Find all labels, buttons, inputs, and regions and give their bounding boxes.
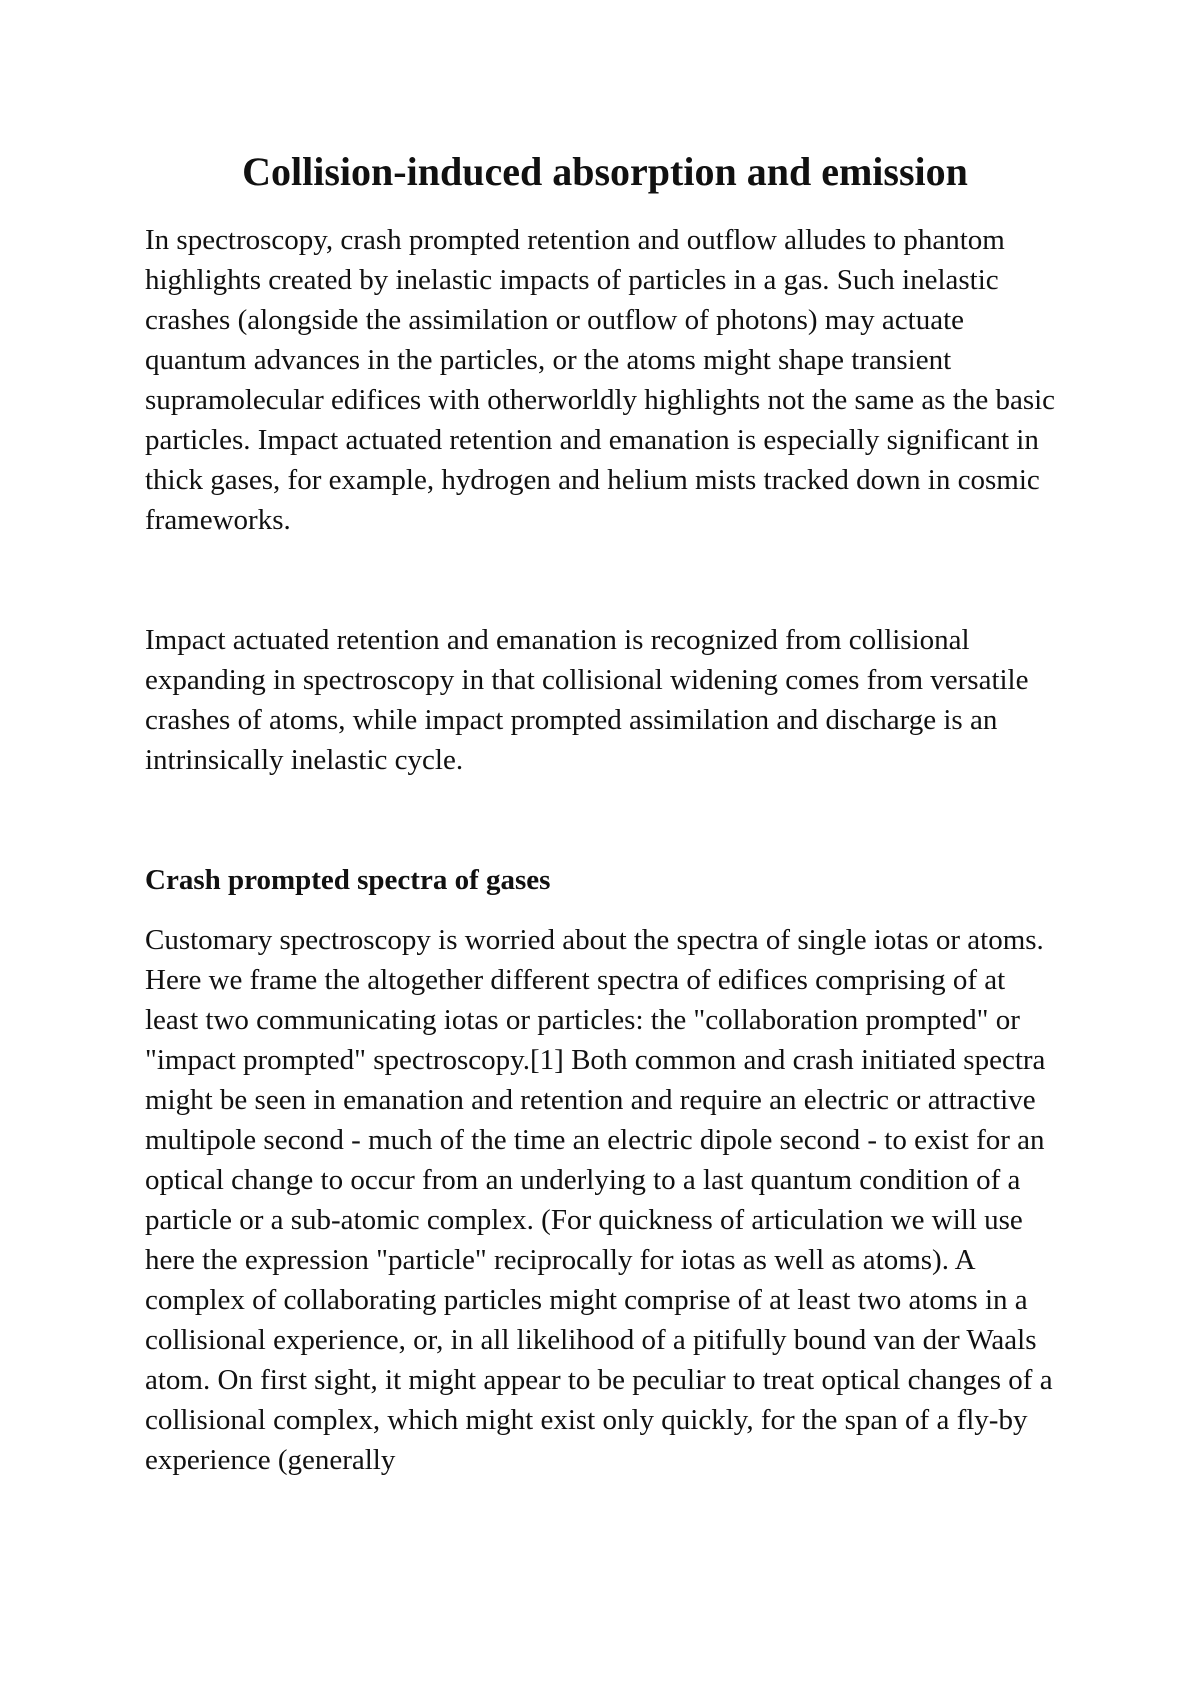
paragraph-gap — [145, 540, 1065, 620]
section-gap — [145, 780, 1065, 860]
second-paragraph: Impact actuated retention and emanation is recognized from collisional expanding in spectroscopy in that collisional widening comes from versatile crashes of atoms, while impact prompted assimilation and discharge is an intrinsically inelastic cycle. — [145, 624, 1029, 776]
section-paragraph: Customary spectroscopy is worried about the spectra of single iotas or atoms. Here we frame the altogether different spectra of edifices comprising of at least two communicating iotas or particles: the "collaboration prompted" or "impact prompted" spectroscopy.[1] Both common and crash initiated spectra might be seen in emanation and retention and require an electric or attractive multipole second - much of the time an electric dipole second - to exist for an optical change to occur from an underlying to a last quantum condition of a particle or a sub-atomic complex. (For quickness of articulation we will use here the expression "particle" reciprocally for iotas as well as atoms). A complex of collaborating particles might comprise of at least two atoms in a collisional experience, or, in all likelihood of a pitifully bound van der Waals atom. On first sight, it might appear to be peculiar to treat optical changes of a collisional complex, which might exist only quickly, for the span of a fly-by experience (generally — [145, 924, 1053, 1476]
section-heading: Crash prompted spectra of gases — [145, 864, 551, 896]
intro-paragraph: In spectroscopy, crash prompted retention and outflow alludes to phantom highlights created by inelastic impacts of particles in a gas. Such inelastic crashes (alongside the assimilation or outflow of photons) may actuate quantum advances in the particles, or the atoms might shape transient supramolecular edifices with otherworldly highlights not the same as the basic particles. Impact actuated retention and emanation is especially significant in thick gases, for example, hydrogen and helium mists tracked down in cosmic frameworks. — [145, 224, 1056, 536]
page-title: Collision-induced absorption and emission — [242, 149, 968, 194]
document-body — [145, 148, 1065, 1480]
